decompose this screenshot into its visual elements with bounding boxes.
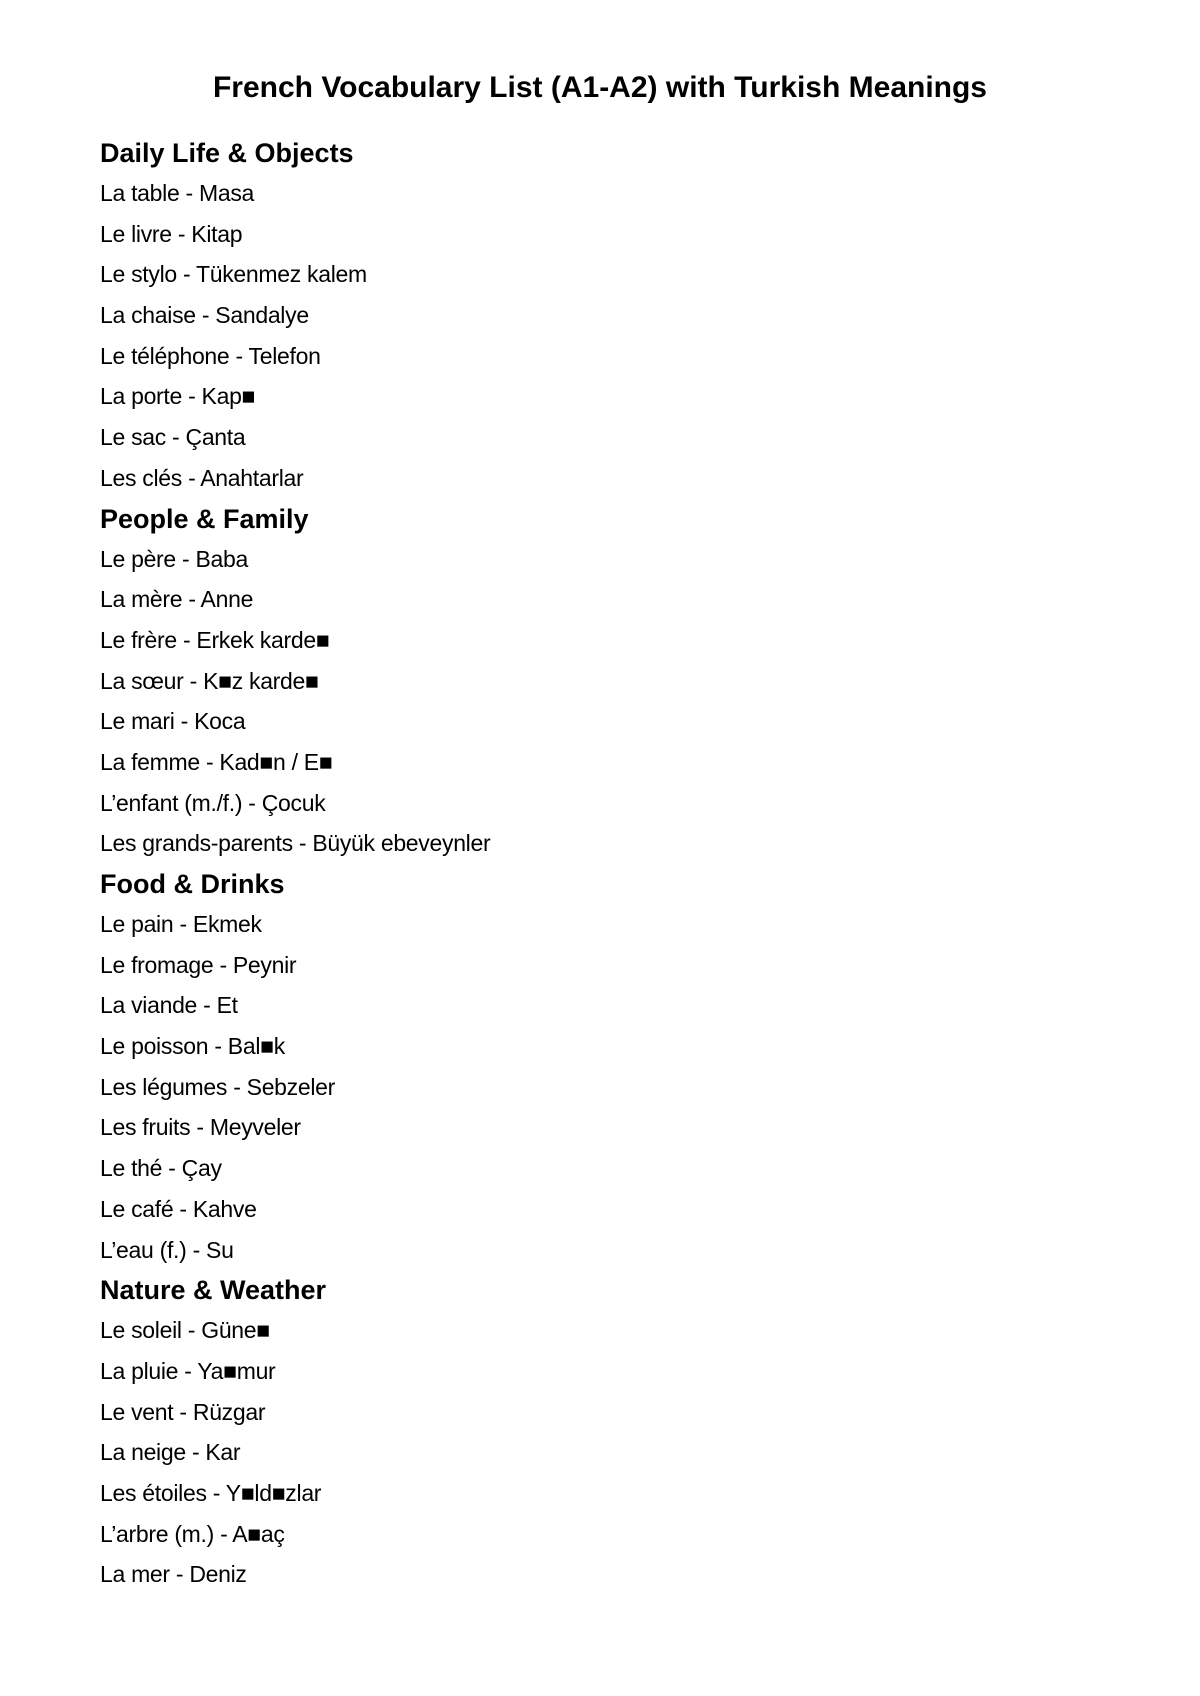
vocabulary-entry: La femme - Kad■n / E■ (100, 748, 333, 775)
vocabulary-entry: La mer - Deniz (100, 1561, 247, 1588)
vocabulary-entry: Les clés - Anahtarlar (100, 464, 304, 491)
vocabulary-entry: Les grands-parents - Büyük ebeveynler (100, 830, 491, 857)
vocabulary-entry: Les légumes - Sebzeler (100, 1073, 336, 1100)
vocabulary-entry: L’enfant (m./f.) - Çocuk (100, 789, 326, 816)
section-heading: People & Family (100, 503, 309, 534)
vocabulary-entry: Les fruits - Meyveler (100, 1114, 301, 1141)
vocabulary-entry: Le stylo - Tükenmez kalem (100, 261, 367, 288)
vocabulary-entry: Le téléphone - Telefon (100, 342, 321, 369)
vocabulary-entry: Le poisson - Bal■k (100, 1033, 285, 1060)
vocabulary-entry: Le sac - Çanta (100, 424, 246, 451)
vocabulary-entry: La chaise - Sandalye (100, 302, 309, 329)
vocabulary-entry: Le pain - Ekmek (100, 911, 262, 937)
vocabulary-entry: La neige - Kar (100, 1439, 241, 1466)
vocabulary-entry: Les étoiles - Y■ld■zlar (100, 1479, 322, 1506)
vocabulary-entry: Le café - Kahve (100, 1195, 257, 1222)
section-heading: Nature & Weather (100, 1275, 327, 1306)
vocabulary-entry: Le frère - Erkek karde■ (100, 626, 330, 653)
vocabulary-entry: La porte - Kap■ (100, 383, 256, 410)
vocabulary-entry: Le père - Baba (100, 545, 248, 572)
vocabulary-list (100, 133, 1100, 1595)
vocabulary-entry: L’eau (f.) - Su (100, 1236, 234, 1263)
vocabulary-entry: Le mari - Koca (100, 708, 246, 735)
vocabulary-entry: L’arbre (m.) - A■aç (100, 1520, 285, 1547)
vocabulary-entry: La viande - Et (100, 992, 238, 1019)
vocabulary-entry: Le thé - Çay (100, 1155, 222, 1182)
section-heading: Food & Drinks (100, 869, 285, 899)
section-heading: Daily Life & Objects (100, 138, 354, 168)
document-title: French Vocabulary List (A1-A2) with Turkish Meanings (212, 71, 987, 104)
vocabulary-entry: Le livre - Kitap (100, 220, 243, 247)
vocabulary-entry: Le soleil - Güne■ (100, 1317, 270, 1344)
vocabulary-entry: La mère - Anne (100, 586, 254, 613)
vocabulary-entry: La table - Masa (100, 180, 255, 206)
vocabulary-entry: Le vent - Rüzgar (100, 1398, 266, 1425)
vocabulary-entry: Le fromage - Peynir (100, 951, 297, 978)
vocabulary-entry: La sœur - K■z karde■ (100, 667, 319, 694)
vocabulary-entry: La pluie - Ya■mur (100, 1357, 276, 1384)
